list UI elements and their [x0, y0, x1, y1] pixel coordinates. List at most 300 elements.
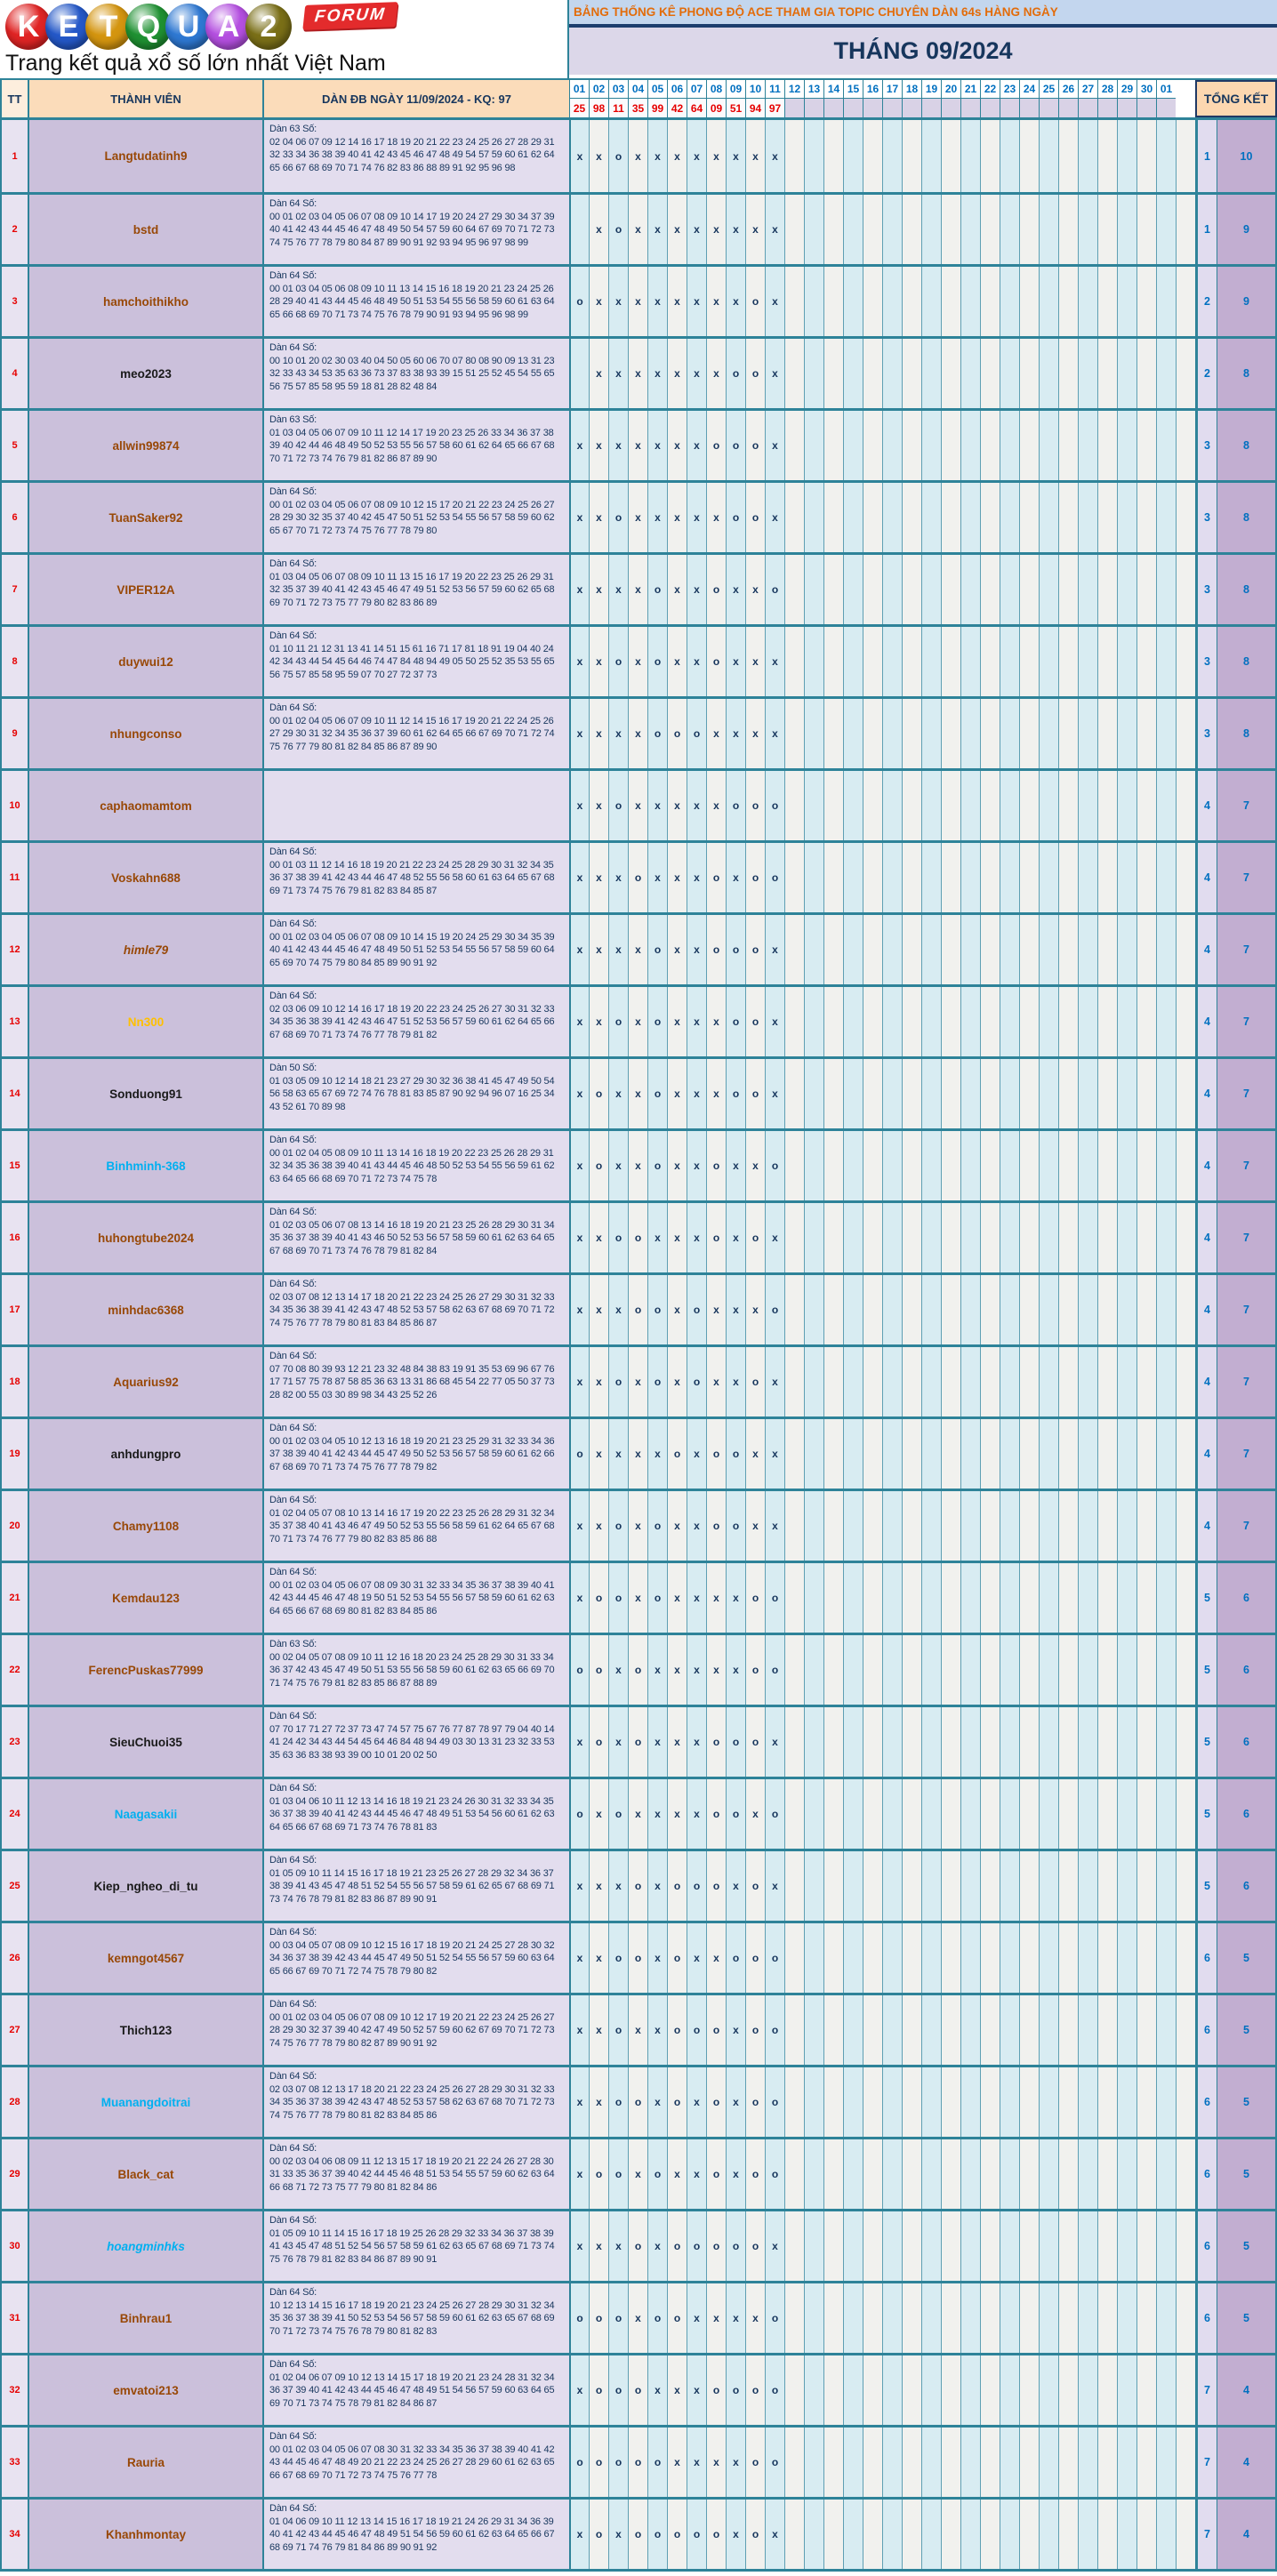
- day-mark-cell-23: [1000, 2283, 1019, 2353]
- day-header-13: 13: [804, 80, 823, 99]
- row-index: 24: [0, 1779, 28, 1849]
- day-mark-cell-5: x: [647, 1995, 667, 2065]
- day-mark-cell-12: [784, 627, 804, 696]
- day-mark-cell-32: [1176, 1635, 1195, 1705]
- day-mark-cell-18: [902, 267, 921, 336]
- day-mark-cell-26: [1058, 2500, 1078, 2569]
- day-mark-cell-8: x: [706, 2283, 726, 2353]
- day-mark-cell-12: [784, 1491, 804, 1561]
- day-mark-cell-6: x: [667, 1779, 687, 1849]
- day-mark-cell-28: [1097, 1419, 1117, 1489]
- day-mark-cell-12: [784, 843, 804, 912]
- day-mark-cell-12: [784, 1563, 804, 1633]
- day-mark-cell-16: [863, 1059, 882, 1128]
- day-mark-cell-19: [921, 1347, 941, 1416]
- day-mark-cell-9: x: [726, 1563, 745, 1633]
- day-mark-cell-6: x: [667, 411, 687, 480]
- day-mark-cell-10: x: [745, 555, 765, 624]
- day-mark-cell-32: [1176, 1419, 1195, 1489]
- day-mark-cell-17: [882, 1995, 902, 2065]
- day-mark-cell-17: [882, 339, 902, 408]
- total-hit-count: 5: [1217, 2283, 1277, 2353]
- day-mark-cell-27: [1078, 2500, 1097, 2569]
- day-mark-cell-24: [1019, 555, 1039, 624]
- day-mark-cell-7: x: [687, 1131, 706, 1200]
- day-mark-cell-14: [823, 1419, 843, 1489]
- day-mark-cell-1: x: [569, 1491, 589, 1561]
- day-mark-cell-25: [1039, 1419, 1058, 1489]
- day-mark-cell-17: [882, 2067, 902, 2137]
- kq-cell-13: [804, 99, 823, 117]
- day-mark-cell-10: x: [745, 1491, 765, 1561]
- day-mark-cell-7: x: [687, 1707, 706, 1777]
- day-mark-cell-26: [1058, 771, 1078, 840]
- day-mark-cell-30: [1136, 2067, 1156, 2137]
- day-mark-cell-24: [1019, 1491, 1039, 1561]
- day-mark-cell-13: [804, 1275, 823, 1344]
- day-mark-cell-31: [1156, 120, 1176, 192]
- row-index: 10: [0, 771, 28, 840]
- day-mark-cell-31: [1156, 1059, 1176, 1128]
- day-mark-cell-23: [1000, 1851, 1019, 1921]
- day-mark-cell-21: [960, 2067, 980, 2137]
- member-row: [0, 696, 1277, 768]
- day-mark-cell-10: x: [745, 1419, 765, 1489]
- day-mark-cell-6: x: [667, 195, 687, 264]
- row-index: 27: [0, 1995, 28, 2065]
- day-mark-cell-28: [1097, 915, 1117, 984]
- day-mark-cell-32: [1176, 843, 1195, 912]
- day-mark-cell-27: [1078, 267, 1097, 336]
- day-mark-cell-27: [1078, 1491, 1097, 1561]
- day-header-31: 01: [1156, 80, 1176, 99]
- day-mark-cell-4: x: [628, 1779, 647, 1849]
- day-mark-cell-22: [980, 1923, 1000, 1993]
- day-mark-cell-5: x: [647, 1635, 667, 1705]
- day-mark-cell-11: x: [765, 195, 784, 264]
- day-mark-cell-24: [1019, 1923, 1039, 1993]
- day-mark-cell-24: [1019, 699, 1039, 768]
- day-mark-cell-10: x: [745, 1131, 765, 1200]
- day-mark-cell-2: x: [589, 1851, 608, 1921]
- total-miss-count: 7: [1195, 2355, 1217, 2425]
- dan-cell: [262, 1707, 569, 1777]
- total-miss-count: 6: [1195, 2283, 1217, 2353]
- day-mark-cell-25: [1039, 1923, 1058, 1993]
- day-mark-cell-11: x: [765, 1707, 784, 1777]
- day-mark-cell-8: o: [706, 1203, 726, 1272]
- day-mark-cell-10: x: [745, 699, 765, 768]
- day-mark-cell-11: x: [765, 1851, 784, 1921]
- day-mark-cell-14: [823, 2355, 843, 2425]
- day-mark-cell-31: [1156, 1707, 1176, 1777]
- day-mark-cell-27: [1078, 2283, 1097, 2353]
- day-mark-cell-30: [1136, 843, 1156, 912]
- day-mark-cell-18: [902, 915, 921, 984]
- day-mark-cell-18: [902, 627, 921, 696]
- col-header-dan: DÀN ĐB NGÀY 11/09/2024 - KQ: 97: [262, 80, 569, 117]
- day-mark-cell-3: x: [608, 267, 628, 336]
- day-mark-cell-15: [843, 1707, 863, 1777]
- day-mark-cell-32: [1176, 1779, 1195, 1849]
- total-hit-count: 8: [1217, 555, 1277, 624]
- col-header-total: TỔNG KẾT: [1195, 80, 1277, 117]
- day-mark-cell-22: [980, 1275, 1000, 1344]
- day-mark-cell-20: [941, 1707, 960, 1777]
- day-mark-cell-20: [941, 1059, 960, 1128]
- day-mark-cell-30: [1136, 2283, 1156, 2353]
- day-mark-cell-7: x: [687, 2067, 706, 2137]
- day-mark-cell-6: o: [667, 2067, 687, 2137]
- day-mark-cell-20: [941, 120, 960, 192]
- day-mark-cell-26: [1058, 2283, 1078, 2353]
- day-mark-cell-25: [1039, 2428, 1058, 2497]
- day-mark-cell-29: [1117, 1635, 1136, 1705]
- total-miss-count: 4: [1195, 1203, 1217, 1272]
- day-mark-cell-11: o: [765, 843, 784, 912]
- day-mark-cell-19: [921, 2428, 941, 2497]
- day-mark-cell-31: [1156, 915, 1176, 984]
- day-mark-cell-2: x: [589, 2067, 608, 2137]
- day-mark-cell-20: [941, 1131, 960, 1200]
- day-mark-cell-10: o: [745, 1851, 765, 1921]
- day-mark-cell-23: [1000, 1635, 1019, 1705]
- dan-cell: [262, 2428, 569, 2497]
- day-mark-cell-24: [1019, 1707, 1039, 1777]
- day-mark-cell-25: [1039, 1131, 1058, 1200]
- day-mark-cell-10: o: [745, 1563, 765, 1633]
- day-mark-cell-22: [980, 339, 1000, 408]
- day-mark-cell-15: [843, 1203, 863, 1272]
- day-mark-cell-26: [1058, 2211, 1078, 2281]
- day-mark-cell-16: [863, 1635, 882, 1705]
- member-row: [0, 1489, 1277, 1561]
- day-mark-cell-2: o: [589, 2283, 608, 2353]
- day-mark-cell-4: x: [628, 1347, 647, 1416]
- day-mark-cell-32: [1176, 1923, 1195, 1993]
- dan-numbers: 00 02 04 05 07 08 09 10 11 12 16 18 20 23 24 25 28 29 30 31 33 34 36 37 42 43 45 47 49 50 51 53 55 56 58 59 60 61 62 63 65 66 69 70 71 74 75 76 79 81 82 83 85 86 87 88 89: [269, 1651, 555, 1689]
- day-mark-cell-24: [1019, 1635, 1039, 1705]
- day-mark-cell-9: x: [726, 1347, 745, 1416]
- total-hit-count: 6: [1217, 1779, 1277, 1849]
- member-name: caphaomamtom: [28, 771, 262, 840]
- day-mark-cell-14: [823, 1707, 843, 1777]
- day-mark-cell-22: [980, 1059, 1000, 1128]
- day-mark-cell-25: [1039, 2283, 1058, 2353]
- day-mark-cell-29: [1117, 555, 1136, 624]
- day-mark-cell-27: [1078, 1275, 1097, 1344]
- dan-numbers: 02 03 07 08 12 13 17 18 20 21 22 23 24 25 26 27 28 29 30 31 32 33 34 35 36 37 38 39 42 43 47 48 52 53 57 58 62 63 67 68 70 71 72 73 74 75 76 77 78 79 80 81 82 83 84 85 86: [269, 2083, 555, 2121]
- day-mark-cell-1: x: [569, 627, 589, 696]
- kq-cell-26: [1058, 99, 1078, 117]
- day-mark-cell-3: o: [608, 120, 628, 192]
- member-name: Aquarius92: [28, 1347, 262, 1416]
- day-mark-cell-24: [1019, 1779, 1039, 1849]
- day-mark-cell-25: [1039, 2139, 1058, 2209]
- dan-cell: [262, 2283, 569, 2353]
- day-mark-cell-8: o: [706, 2139, 726, 2209]
- dan-label: Dàn 64 Số:: [269, 1999, 317, 2010]
- dan-numbers: 01 02 03 05 06 07 08 13 14 16 18 19 20 21 23 25 26 28 29 30 31 34 35 36 37 38 39 40 41 43 46 50 52 53 56 57 58 59 60 61 62 63 64 65 67 68 69 70 71 73 74 76 78 79 81 82 84: [269, 1219, 555, 1256]
- kq-cell-16: [863, 99, 882, 117]
- row-index: 31: [0, 2283, 28, 2353]
- day-mark-cell-1: x: [569, 120, 589, 192]
- day-mark-cell-22: [980, 627, 1000, 696]
- day-mark-cell-24: [1019, 987, 1039, 1056]
- day-mark-cell-28: [1097, 411, 1117, 480]
- day-mark-cell-20: [941, 1563, 960, 1633]
- member-row: [0, 1705, 1277, 1777]
- day-mark-cell-21: [960, 267, 980, 336]
- day-mark-cell-19: [921, 1995, 941, 2065]
- day-mark-cell-1: o: [569, 2428, 589, 2497]
- day-mark-cell-31: [1156, 2355, 1176, 2425]
- day-mark-cell-1: o: [569, 267, 589, 336]
- day-header-24: 24: [1019, 80, 1039, 99]
- day-mark-cell-17: [882, 771, 902, 840]
- day-mark-cell-5: o: [647, 555, 667, 624]
- day-mark-cell-4: o: [628, 1203, 647, 1272]
- day-mark-cell-16: [863, 267, 882, 336]
- day-mark-cell-20: [941, 267, 960, 336]
- day-mark-cell-28: [1097, 2283, 1117, 2353]
- day-mark-cell-32: [1176, 699, 1195, 768]
- day-mark-cell-7: x: [687, 843, 706, 912]
- day-mark-cell-10: o: [745, 987, 765, 1056]
- day-mark-cell-19: [921, 2211, 941, 2281]
- day-mark-cell-19: [921, 1275, 941, 1344]
- day-mark-cell-1: x: [569, 1203, 589, 1272]
- day-mark-cell-22: [980, 1563, 1000, 1633]
- day-mark-cell-26: [1058, 1203, 1078, 1272]
- day-mark-cell-21: [960, 2428, 980, 2497]
- member-name: bstd: [28, 195, 262, 264]
- dan-numbers: 00 01 02 03 04 05 06 07 08 09 10 14 17 19 20 24 27 29 30 34 37 39 40 41 42 43 44 45 46 47 48 49 50 54 57 59 60 64 67 69 70 71 72 73 74 75 76 77 78 79 80 84 87 89 90 91 92 93 94 95 96 97 98 99: [269, 211, 555, 248]
- day-mark-cell-6: x: [667, 627, 687, 696]
- day-mark-cell-12: [784, 1275, 804, 1344]
- day-mark-cell-20: [941, 1851, 960, 1921]
- day-header-20: 20: [941, 80, 960, 99]
- row-index: 14: [0, 1059, 28, 1128]
- member-name: Kemdau123: [28, 1563, 262, 1633]
- day-mark-cell-30: [1136, 1707, 1156, 1777]
- day-mark-cell-13: [804, 627, 823, 696]
- day-mark-cell-30: [1136, 915, 1156, 984]
- day-mark-cell-9: x: [726, 1203, 745, 1272]
- day-mark-cell-6: o: [667, 1419, 687, 1489]
- day-mark-cell-26: [1058, 1419, 1078, 1489]
- total-miss-count: 6: [1195, 1923, 1217, 1993]
- day-mark-cell-1: x: [569, 1563, 589, 1633]
- dan-cell: [262, 1347, 569, 1416]
- logo-balls-icon: [5, 4, 292, 50]
- day-mark-cell-18: [902, 2428, 921, 2497]
- day-mark-cell-10: o: [745, 2139, 765, 2209]
- day-mark-cell-26: [1058, 987, 1078, 1056]
- day-mark-cell-7: x: [687, 2139, 706, 2209]
- total-miss-count: 6: [1195, 1995, 1217, 2065]
- total-hit-count: 8: [1217, 627, 1277, 696]
- day-mark-cell-11: x: [765, 2211, 784, 2281]
- day-mark-cell-11: o: [765, 2067, 784, 2137]
- day-mark-cell-11: x: [765, 267, 784, 336]
- day-mark-cell-9: x: [726, 195, 745, 264]
- dan-label: Dàn 64 Số:: [269, 558, 317, 569]
- day-mark-cell-17: [882, 2139, 902, 2209]
- day-mark-cell-30: [1136, 120, 1156, 192]
- day-mark-cell-15: [843, 1563, 863, 1633]
- day-mark-cell-2: o: [589, 2428, 608, 2497]
- day-mark-cell-31: [1156, 2139, 1176, 2209]
- row-index: 6: [0, 483, 28, 552]
- total-hit-count: 4: [1217, 2428, 1277, 2497]
- total-hit-count: 7: [1217, 1491, 1277, 1561]
- total-hit-count: 7: [1217, 1203, 1277, 1272]
- row-index: 26: [0, 1923, 28, 1993]
- day-mark-cell-32: [1176, 1059, 1195, 1128]
- day-mark-cell-32: [1176, 120, 1195, 192]
- kq-cell-17: [882, 99, 902, 117]
- day-mark-cell-5: o: [647, 1491, 667, 1561]
- member-row: [0, 1777, 1277, 1849]
- day-mark-cell-31: [1156, 1419, 1176, 1489]
- day-mark-cell-9: x: [726, 2139, 745, 2209]
- day-mark-cell-4: o: [628, 1923, 647, 1993]
- day-mark-cell-18: [902, 1563, 921, 1633]
- day-mark-cell-28: [1097, 1347, 1117, 1416]
- site-tagline: Trang kết quả xổ số lớn nhất Việt Nam: [5, 51, 386, 76]
- day-mark-cell-18: [902, 339, 921, 408]
- day-mark-cell-5: x: [647, 267, 667, 336]
- kq-cell-31: [1156, 99, 1176, 117]
- day-mark-cell-28: [1097, 1563, 1117, 1633]
- day-mark-cell-26: [1058, 1995, 1078, 2065]
- day-mark-cell-8: x: [706, 1059, 726, 1128]
- day-mark-cell-16: [863, 195, 882, 264]
- kq-cell-1: 25: [569, 99, 589, 117]
- row-index: 30: [0, 2211, 28, 2281]
- day-mark-cell-7: x: [687, 1203, 706, 1272]
- day-mark-cell-1: o: [569, 1419, 589, 1489]
- day-mark-cell-4: x: [628, 411, 647, 480]
- dan-numbers: 00 01 02 03 04 05 06 07 08 09 10 12 17 19 20 21 22 23 24 25 26 27 28 29 30 32 37 39 40 42 47 49 50 52 57 59 60 62 67 69 70 71 72 73 74 75 76 77 78 79 80 82 87 89 90 91 92: [269, 2011, 555, 2049]
- day-mark-cell-2: x: [589, 1779, 608, 1849]
- day-mark-cell-13: [804, 2067, 823, 2137]
- day-mark-cell-4: x: [628, 2139, 647, 2209]
- day-mark-cell-21: [960, 1779, 980, 1849]
- day-mark-cell-1: x: [569, 699, 589, 768]
- day-mark-cell-7: o: [687, 1347, 706, 1416]
- member-row: [0, 2209, 1277, 2281]
- header-right: [569, 0, 1277, 78]
- day-mark-cell-19: [921, 1635, 941, 1705]
- day-mark-cell-2: x: [589, 483, 608, 552]
- dan-label: Dàn 64 Số:: [269, 1135, 317, 1145]
- day-mark-cell-4: x: [628, 267, 647, 336]
- day-mark-cell-28: [1097, 699, 1117, 768]
- dan-numbers: 01 03 05 09 10 12 14 18 21 23 27 29 30 32 36 38 41 45 47 49 50 54 56 58 63 65 67 69 72 74 76 78 81 83 85 87 90 92 94 96 07 16 25 34 43 52 61 70 89 98: [269, 1075, 555, 1112]
- day-mark-cell-5: x: [647, 1923, 667, 1993]
- day-mark-cell-8: x: [706, 771, 726, 840]
- member-row: [0, 2137, 1277, 2209]
- day-header-30: 30: [1136, 80, 1156, 99]
- day-mark-cell-5: x: [647, 483, 667, 552]
- day-mark-cell-19: [921, 339, 941, 408]
- total-miss-count: 2: [1195, 267, 1217, 336]
- day-mark-cell-21: [960, 771, 980, 840]
- day-mark-cell-15: [843, 1635, 863, 1705]
- day-mark-cell-20: [941, 1203, 960, 1272]
- day-mark-cell-24: [1019, 1563, 1039, 1633]
- day-mark-cell-19: [921, 1203, 941, 1272]
- day-mark-cell-27: [1078, 1419, 1097, 1489]
- day-mark-cell-15: [843, 1923, 863, 1993]
- day-mark-cell-6: x: [667, 1635, 687, 1705]
- dan-numbers: 07 70 17 71 27 72 37 73 47 74 57 75 67 76 77 87 78 97 79 04 40 14 41 24 42 34 43 44 54 45 64 46 84 48 94 49 03 30 13 31 23 32 33 53 35 63 36 83 38 93 39 00 10 01 20 02 50: [269, 1723, 555, 1761]
- total-miss-count: 7: [1195, 2428, 1217, 2497]
- day-mark-cell-1: x: [569, 771, 589, 840]
- day-mark-cell-13: [804, 1707, 823, 1777]
- member-name: Sonduong91: [28, 1059, 262, 1128]
- day-mark-cell-27: [1078, 2067, 1097, 2137]
- day-mark-cell-9: x: [726, 267, 745, 336]
- day-mark-cell-10: o: [745, 339, 765, 408]
- day-mark-cell-22: [980, 2283, 1000, 2353]
- day-mark-cell-32: [1176, 2283, 1195, 2353]
- kq-cell-9: 51: [726, 99, 745, 117]
- member-name: meo2023: [28, 339, 262, 408]
- day-mark-cell-18: [902, 1923, 921, 1993]
- dan-label: Dàn 64 Số:: [269, 1207, 317, 1217]
- day-mark-cell-2: x: [589, 411, 608, 480]
- day-mark-cell-32: [1176, 771, 1195, 840]
- day-mark-cell-30: [1136, 267, 1156, 336]
- day-mark-cell-13: [804, 1059, 823, 1128]
- day-mark-cell-29: [1117, 2428, 1136, 2497]
- day-mark-cell-9: x: [726, 699, 745, 768]
- day-mark-cell-30: [1136, 339, 1156, 408]
- day-mark-cell-5: x: [647, 120, 667, 192]
- day-mark-cell-26: [1058, 1923, 1078, 1993]
- day-mark-cell-6: x: [667, 1491, 687, 1561]
- day-mark-cell-30: [1136, 2428, 1156, 2497]
- day-mark-cell-25: [1039, 2500, 1058, 2569]
- day-mark-cell-9: x: [726, 2428, 745, 2497]
- day-mark-cell-24: [1019, 2355, 1039, 2425]
- day-mark-cell-4: x: [628, 195, 647, 264]
- total-hit-count: 7: [1217, 1419, 1277, 1489]
- day-mark-cell-18: [902, 1131, 921, 1200]
- day-mark-cell-19: [921, 987, 941, 1056]
- day-mark-cell-22: [980, 1851, 1000, 1921]
- day-mark-cell-26: [1058, 339, 1078, 408]
- day-header-6: 06: [667, 80, 687, 99]
- day-mark-cell-2: x: [589, 2211, 608, 2281]
- day-mark-cell-21: [960, 1491, 980, 1561]
- day-mark-cell-19: [921, 1707, 941, 1777]
- total-hit-count: 7: [1217, 1131, 1277, 1200]
- day-mark-cell-1: x: [569, 1851, 589, 1921]
- day-mark-cell-5: x: [647, 195, 667, 264]
- day-mark-cell-31: [1156, 2283, 1176, 2353]
- site-logo: [0, 0, 569, 78]
- day-mark-cell-15: [843, 2500, 863, 2569]
- day-mark-cell-3: x: [608, 843, 628, 912]
- day-mark-cell-25: [1039, 267, 1058, 336]
- total-miss-count: 4: [1195, 771, 1217, 840]
- dan-cell: [262, 555, 569, 624]
- day-mark-cell-29: [1117, 1203, 1136, 1272]
